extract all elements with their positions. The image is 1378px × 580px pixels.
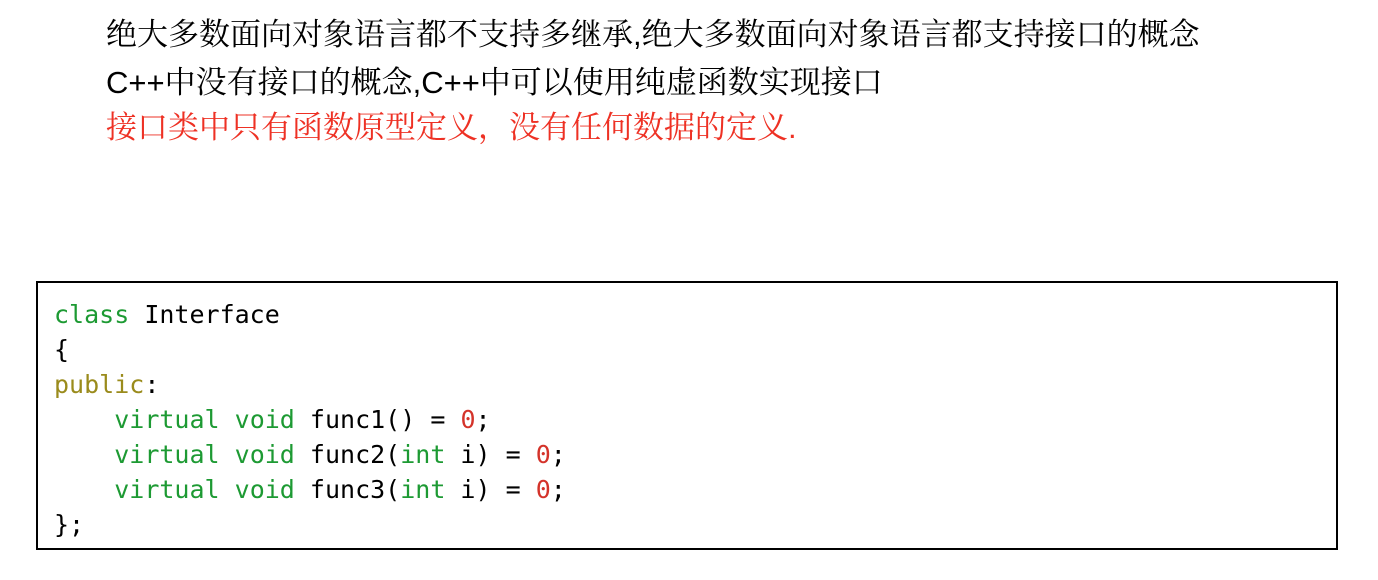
code-token: { <box>54 335 70 364</box>
code-token: ; <box>475 405 491 434</box>
code-token: func1() = <box>294 405 461 434</box>
code-token: int <box>400 475 446 504</box>
code-line <box>54 297 1336 332</box>
code-token <box>220 475 235 504</box>
paragraph-cpp-interface: C++中没有接口的概念,C++中可以使用纯虚函数实现接口 <box>106 64 883 100</box>
code-token: func2( <box>294 440 401 469</box>
code-line <box>54 472 1336 507</box>
code-line <box>54 402 1336 437</box>
code-token: int <box>400 440 446 469</box>
code-token <box>220 405 235 434</box>
paragraph-interface-rule: 接口类中只有函数原型定义，没有任何数据的定义. <box>106 110 797 146</box>
code-token: i) = <box>445 475 536 504</box>
code-token <box>54 405 114 434</box>
code-token: }; <box>54 510 85 539</box>
code-token: class <box>54 300 130 329</box>
prose-block <box>42 12 1342 151</box>
code-token: ; <box>550 475 566 504</box>
code-token: func3( <box>294 475 401 504</box>
code-token: i) = <box>445 440 536 469</box>
code-token: : <box>144 370 160 399</box>
code-line <box>54 367 1336 402</box>
code-token: void <box>234 405 295 434</box>
code-block <box>36 281 1338 550</box>
code-token: 0 <box>535 475 551 504</box>
code-line <box>54 332 1336 367</box>
code-token <box>54 475 114 504</box>
code-token: public <box>54 370 145 399</box>
code-text <box>54 297 1336 542</box>
code-token: 0 <box>535 440 551 469</box>
code-token: ; <box>550 440 566 469</box>
code-token: virtual <box>114 405 220 434</box>
code-token: virtual <box>114 475 220 504</box>
code-token: void <box>234 475 295 504</box>
code-line <box>54 437 1336 472</box>
code-token: void <box>234 440 295 469</box>
code-token: 0 <box>460 405 476 434</box>
paragraph-multiple-inheritance: 绝大多数面向对象语言都不支持多继承,绝大多数面向对象语言都支持接口的概念 <box>106 17 1200 52</box>
code-listing <box>54 297 1336 542</box>
code-token: virtual <box>114 440 220 469</box>
code-line <box>54 507 1336 542</box>
code-token <box>54 440 114 469</box>
code-token: Interface <box>129 300 280 329</box>
code-token <box>220 440 235 469</box>
